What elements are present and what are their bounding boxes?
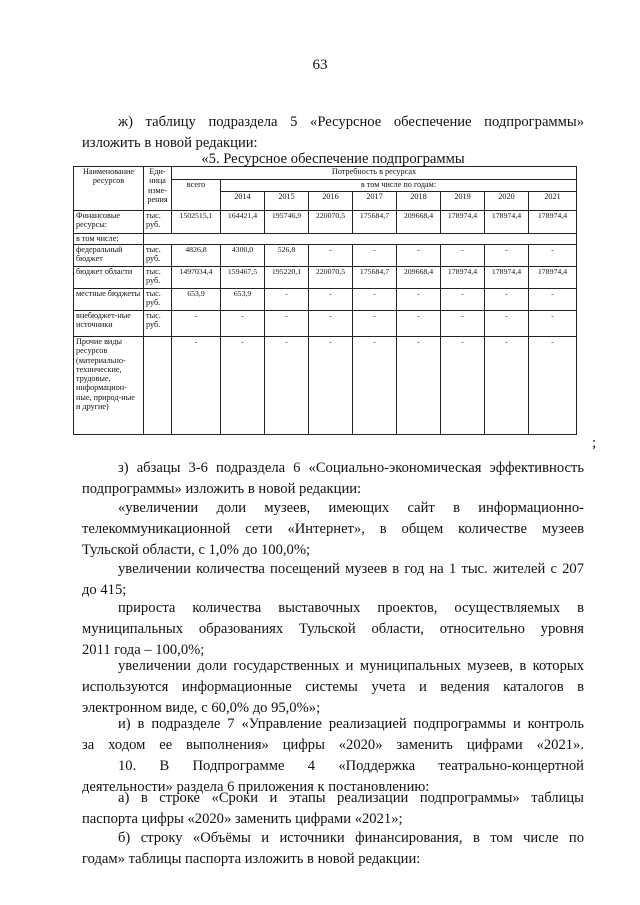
row-value: - [529, 311, 577, 337]
row-value: - [485, 337, 529, 435]
row-value: 159467,5 [221, 267, 265, 289]
row-value: - [397, 245, 441, 267]
row-value: - [397, 289, 441, 311]
year-header: 2018 [397, 192, 441, 211]
row-value: 175684,7 [353, 211, 397, 234]
body-paragraph [82, 598, 584, 661]
table-cell-empty [144, 234, 577, 245]
row-value: - [353, 337, 397, 435]
text-line: з) абзацы 3-6 подраздела 6 «Социально-экономическая эффективность [118, 460, 584, 476]
text-line: муниципальных образованиях Тульской области, относительно уровня [82, 621, 584, 637]
text-line: изложить в новой редакции: [82, 135, 258, 151]
row-name: бюджет области [74, 267, 144, 289]
text-line: увеличении количества посещений музеев в год на 1 тыс. жителей с 207 [118, 561, 584, 577]
row-value: - [221, 337, 265, 435]
header-total: всего [172, 180, 221, 211]
text-line: и) в подразделе 7 «Управление реализацией подпрограммы и контроль [118, 716, 584, 732]
row-value: - [265, 311, 309, 337]
row-value: 178974,4 [485, 211, 529, 234]
row-value: 220070,5 [309, 211, 353, 234]
year-header: 2015 [265, 192, 309, 211]
text-line: деятельности» раздела 6 приложения к постановлению: [82, 779, 430, 795]
text-line: б) строку «Объёмы и источники финансирования, в том числе по [118, 830, 584, 846]
row-name: внебюджет-ные источники [74, 311, 144, 337]
table-row [74, 311, 577, 337]
row-unit [144, 337, 172, 435]
text-line: телекоммуникационной сети «Интернет», в общем количестве музеев [82, 521, 584, 537]
text-line: до 415; [82, 582, 127, 598]
text-line: используются информационные системы учета и ведения каталогов в [82, 679, 584, 695]
text-line: подпрограммы» изложить в новой редакции: [82, 481, 362, 497]
row-name: Финансовые ресурсы: [74, 211, 144, 234]
row-value: - [309, 245, 353, 267]
year-header: 2014 [221, 192, 265, 211]
text-line: электронном виде, с 60,0% до 95,0%»; [82, 700, 321, 716]
row-value: - [353, 289, 397, 311]
row-value: - [397, 311, 441, 337]
row-value: - [441, 337, 485, 435]
year-header: 2020 [485, 192, 529, 211]
row-value: 164421,4 [221, 211, 265, 234]
body-paragraph [82, 714, 584, 798]
table-row [74, 267, 577, 289]
row-value: - [485, 289, 529, 311]
body-paragraph [82, 828, 584, 870]
body-paragraph [82, 498, 584, 561]
row-value: - [397, 337, 441, 435]
row-value: - [353, 245, 397, 267]
row-total: - [172, 311, 221, 337]
body-paragraph [82, 559, 584, 601]
row-total: 1497034,4 [172, 267, 221, 289]
row-value: - [353, 311, 397, 337]
table-caption: «5. Ресурсное обеспечение подпрограммы [201, 151, 465, 167]
resource-table [73, 166, 577, 435]
text-line: за ходом ее выполнения» цифры «2020» заменить цифрами «2021». [82, 737, 584, 753]
text-line: а) в строке «Сроки и этапы реализации подпрограммы» таблицы [118, 790, 584, 806]
row-value: - [265, 337, 309, 435]
row-name: Прочие виды ресурсов (материально-технические, трудовые, информацион-ные, природ-ные и другие) [74, 337, 144, 435]
row-value: 178974,4 [441, 267, 485, 289]
year-header: 2019 [441, 192, 485, 211]
row-value: - [221, 311, 265, 337]
row-value: 653,9 [221, 289, 265, 311]
row-value: 209668,4 [397, 267, 441, 289]
row-value: - [529, 289, 577, 311]
row-value: - [309, 337, 353, 435]
row-value: 178974,4 [529, 211, 577, 234]
row-value: - [485, 245, 529, 267]
row-total: 1502515,1 [172, 211, 221, 234]
row-value: - [309, 311, 353, 337]
row-value: 178974,4 [485, 267, 529, 289]
row-value: 178974,4 [529, 267, 577, 289]
row-value: - [309, 289, 353, 311]
page-number: 63 [312, 57, 328, 73]
row-value: - [441, 245, 485, 267]
text-line: Тульской области, с 1,0% до 100,0%; [82, 542, 311, 558]
year-header: 2016 [309, 192, 353, 211]
table-row [74, 234, 577, 245]
text-line: «увеличении доли музеев, имеющих сайт в информационно- [118, 500, 584, 516]
row-name: в том числе: [74, 234, 144, 245]
row-value: - [529, 245, 577, 267]
row-unit: тыс. руб. [144, 267, 172, 289]
semicolon: ; [592, 435, 597, 451]
row-name: местные бюджеты [74, 289, 144, 311]
row-name: федеральный бюджет [74, 245, 144, 267]
row-value: 4300,0 [221, 245, 265, 267]
row-total: - [172, 337, 221, 435]
header-name: Наименование ресурсов [74, 167, 144, 211]
header-need: Потребность в ресурсах [172, 167, 577, 180]
row-total: 4826,8 [172, 245, 221, 267]
text-line: годам» таблицы паспорта изложить в новой редакции: [82, 851, 421, 867]
text-line: 2011 года – 100,0%; [82, 642, 205, 658]
table-row [74, 211, 577, 234]
text-line: прироста количества выставочных проектов, осуществляемых в [118, 600, 584, 616]
row-value: 195220,1 [265, 267, 309, 289]
header-unit: Еди-ница изме-рения [144, 167, 172, 211]
body-paragraph [82, 656, 584, 719]
text-line: ж) таблицу подраздела 5 «Ресурсное обеспечение подпрограммы» [118, 114, 584, 130]
row-unit: тыс. руб. [144, 211, 172, 234]
row-unit: тыс. руб. [144, 289, 172, 311]
table-row [74, 289, 577, 311]
intro-paragraph [82, 112, 584, 154]
table-row [74, 245, 577, 267]
text-line: 10. В Подпрограмме 4 «Поддержка театрально-концертной [118, 758, 584, 774]
header-by-year: в том числе по годам: [221, 180, 577, 192]
row-total: 653,9 [172, 289, 221, 311]
row-value: - [441, 311, 485, 337]
row-value: 175684,7 [353, 267, 397, 289]
row-value: 209668,4 [397, 211, 441, 234]
row-value: 220070,5 [309, 267, 353, 289]
text-line: паспорта цифры «2020» заменить цифрами «2021»; [82, 811, 403, 827]
row-value: - [529, 337, 577, 435]
row-value: 526,8 [265, 245, 309, 267]
year-header: 2017 [353, 192, 397, 211]
text-line: увеличении доли государственных и муниципальных музеев, в которых [118, 658, 584, 674]
row-unit: тыс. руб. [144, 311, 172, 337]
year-header: 2021 [529, 192, 577, 211]
body-paragraph [82, 458, 584, 500]
row-value: - [485, 311, 529, 337]
table-row [74, 337, 577, 435]
body-paragraph [82, 788, 584, 830]
row-value: 195746,9 [265, 211, 309, 234]
row-value: - [265, 289, 309, 311]
row-unit: тыс. руб. [144, 245, 172, 267]
row-value: 178974,4 [441, 211, 485, 234]
row-value: - [441, 289, 485, 311]
